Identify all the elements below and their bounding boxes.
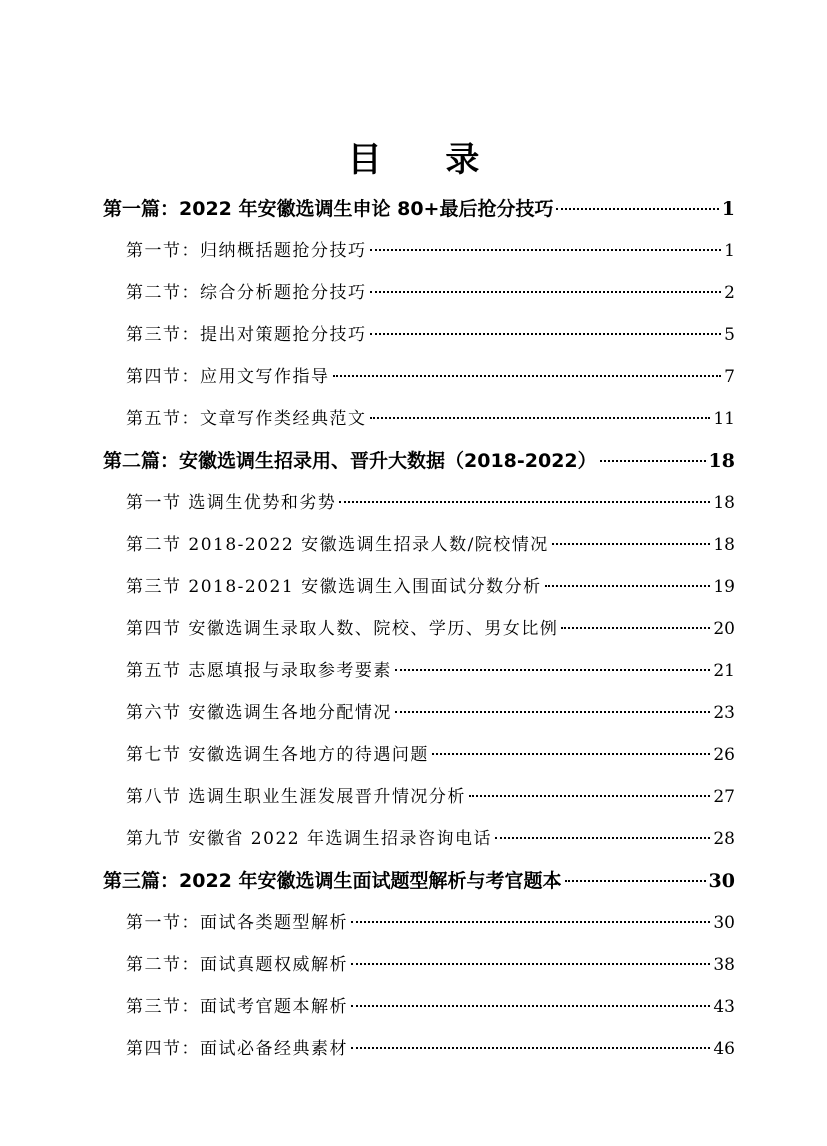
toc-page-number: 18 — [713, 493, 735, 513]
dot-leader — [600, 460, 706, 462]
toc-page-number: 20 — [713, 619, 735, 639]
toc-page-number: 7 — [724, 367, 735, 387]
page-title: 目 录 — [347, 140, 506, 180]
dot-leader — [370, 333, 722, 335]
dot-leader — [556, 208, 718, 210]
dot-leader — [469, 795, 710, 797]
toc-section-2-4[interactable] — [126, 614, 735, 644]
toc-section-1-5[interactable] — [126, 404, 735, 434]
toc-entry-label: 第二节：面试真题权威解析 — [126, 955, 348, 975]
toc-page-number: 19 — [713, 577, 735, 597]
toc-part-2[interactable] — [103, 446, 735, 476]
toc-entry-label: 第一节：面试各类题型解析 — [126, 913, 348, 933]
toc-entry-label: 第三节 2018-2021 安徽选调生入围面试分数分析 — [126, 577, 542, 597]
toc-section-2-1[interactable] — [126, 488, 735, 518]
toc-entry-label: 第五节：文章写作类经典范文 — [126, 409, 367, 429]
toc-part-3[interactable] — [103, 866, 735, 896]
toc-page-number: 23 — [713, 703, 735, 723]
dot-leader — [351, 1005, 710, 1007]
toc-page-number: 26 — [713, 745, 735, 765]
toc-section-2-7[interactable] — [126, 740, 735, 770]
toc-page-number: 43 — [713, 997, 735, 1017]
dot-leader — [351, 1047, 710, 1049]
toc-section-2-2[interactable] — [126, 530, 735, 560]
toc-entry-label: 第二篇：安徽选调生招录用、晋升大数据（2018-2022） — [103, 450, 597, 472]
dot-leader — [351, 921, 710, 923]
dot-leader — [370, 291, 722, 293]
dot-leader — [339, 501, 710, 503]
toc-page-number: 38 — [713, 955, 735, 975]
toc-page-number: 1 — [724, 241, 735, 261]
dot-leader — [395, 669, 710, 671]
dot-leader — [552, 543, 711, 545]
dot-leader — [495, 837, 710, 839]
toc-section-2-9[interactable] — [126, 824, 735, 854]
dot-leader — [561, 627, 710, 629]
toc-entry-label: 第三篇：2022 年安徽选调生面试题型解析与考官题本 — [103, 870, 562, 892]
dot-leader — [370, 417, 711, 419]
toc-entry-label: 第三节：提出对策题抢分技巧 — [126, 325, 367, 345]
toc-entry-label: 第四节：应用文写作指导 — [126, 367, 330, 387]
toc-page-number: 1 — [721, 198, 735, 220]
dot-leader — [545, 585, 711, 587]
toc-page-number: 46 — [713, 1039, 735, 1059]
toc-entry-label: 第一节 选调生优势和劣势 — [126, 493, 337, 513]
toc-part-1[interactable] — [103, 194, 735, 224]
toc-section-1-2[interactable] — [126, 278, 735, 308]
toc-page-number: 21 — [713, 661, 735, 681]
dot-leader — [370, 249, 722, 251]
toc-entry-label: 第三节：面试考官题本解析 — [126, 997, 348, 1017]
toc-page-number: 30 — [708, 870, 735, 892]
toc-entry-label: 第二节 2018-2022 安徽选调生招录人数/院校情况 — [126, 535, 549, 555]
toc-page-number: 18 — [708, 450, 735, 472]
dot-leader — [395, 711, 710, 713]
dot-leader — [432, 753, 710, 755]
toc-section-3-4[interactable] — [126, 1034, 735, 1064]
dot-leader — [565, 880, 706, 882]
toc-entry-label: 第九节 安徽省 2022 年选调生招录咨询电话 — [126, 829, 492, 849]
toc-section-3-3[interactable] — [126, 992, 735, 1022]
dot-leader — [351, 963, 710, 965]
toc-entry-label: 第四节 安徽选调生录取人数、院校、学历、男女比例 — [126, 619, 559, 639]
toc-section-1-1[interactable] — [126, 236, 735, 266]
toc-section-2-8[interactable] — [126, 782, 735, 812]
toc-page-number: 30 — [713, 913, 735, 933]
toc-section-2-6[interactable] — [126, 698, 735, 728]
toc-section-3-2[interactable] — [126, 950, 735, 980]
toc-page-number: 18 — [713, 535, 735, 555]
dot-leader — [333, 375, 722, 377]
toc-entry-label: 第五节 志愿填报与录取参考要素 — [126, 661, 392, 681]
toc-entry-label: 第七节 安徽选调生各地方的待遇问题 — [126, 745, 429, 765]
toc-page-number: 27 — [713, 787, 735, 807]
toc-section-1-4[interactable] — [126, 362, 735, 392]
toc-section-3-1[interactable] — [126, 908, 735, 938]
toc-page-number: 5 — [724, 325, 735, 345]
toc-page-number: 2 — [724, 283, 735, 303]
toc-section-2-3[interactable] — [126, 572, 735, 602]
toc-page-number: 11 — [713, 409, 735, 429]
toc-entry-label: 第四节：面试必备经典素材 — [126, 1039, 348, 1059]
toc-entry-label: 第六节 安徽选调生各地分配情况 — [126, 703, 392, 723]
toc-page-number: 28 — [713, 829, 735, 849]
toc-section-1-3[interactable] — [126, 320, 735, 350]
toc-entry-label: 第一篇：2022 年安徽选调生申论 80+最后抢分技巧 — [103, 198, 554, 220]
toc-entry-label: 第八节 选调生职业生涯发展晋升情况分析 — [126, 787, 466, 807]
toc-entry-label: 第一节：归纳概括题抢分技巧 — [126, 241, 367, 261]
toc-entry-label: 第二节：综合分析题抢分技巧 — [126, 283, 367, 303]
toc-section-2-5[interactable] — [126, 656, 735, 686]
